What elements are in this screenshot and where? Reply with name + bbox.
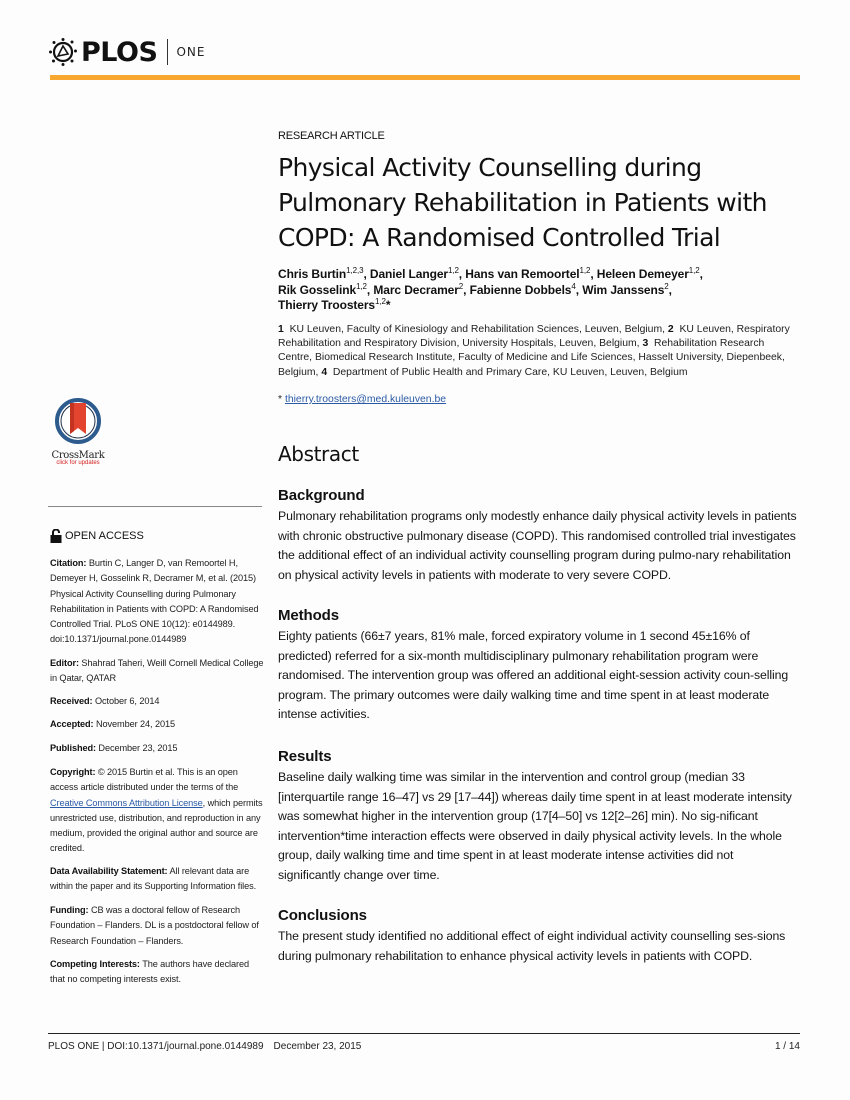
author: Chris Burtin$^{1,2,3}$, xyxy=(278,266,370,281)
footer-citation: PLOS ONE | DOI:10.1371/journal.pone.0144989 December 23, 2015 xyxy=(48,1041,362,1052)
logo-separator xyxy=(167,39,168,65)
author: Thierry Troosters$^{1,2}$* xyxy=(278,297,391,312)
abstract-background xyxy=(278,487,798,585)
section-heading: Results xyxy=(278,748,332,765)
author: Heleen Demeyer$^{1,2}$, xyxy=(596,266,703,281)
author: Fabienne Dobbels$^4$, xyxy=(469,281,583,297)
author: Daniel Langer$^{1,2}$, xyxy=(369,266,466,281)
section-heading: Background xyxy=(278,487,365,504)
accepted-date: Accepted: November 24, 2015 xyxy=(50,719,175,729)
abstract-heading: Abstract xyxy=(278,442,359,466)
plos-globe-icon xyxy=(48,37,78,67)
article-type: RESEARCH ARTICLE xyxy=(278,130,385,142)
section-heading: Methods xyxy=(278,607,339,624)
open-lock-icon xyxy=(50,529,62,543)
section-text: Pulmonary rehabilitation programs only modestly enhance daily physical activity levels in patients with chronic obstructive pulmonary disease (COPD). This randomised controlled trial investigates the additional effect of an individual activity counselling program during pulmo-nary rehabilitation on physical activity levels in patients with moderate to very severe COPD. xyxy=(278,509,797,582)
footer-rule xyxy=(48,1033,800,1034)
section-text: The present study identified no additional effect of eight individual activity counselling ses-sions during pulmonary rehabilitation to enhance physical activity levels in patients with COPD. xyxy=(278,929,786,963)
affiliations: 1 KU Leuven, Faculty of Kinesiology and Rehabilitation Sciences, Leuven, Belgium, 2 KU Leuven, Respiratory Rehabilitation and Respiratory Division, University Hospitals, Leuven, Belgium, 3 Rehabilitation Research Centre, Biomedical Research Institute, Faculty of Medicine and Life Sciences, Hasselt University, Diepenbeek, Belgium, 4 Department of Public Health and Primary Care, KU Leuven, Leuven, Belgium xyxy=(278,324,790,378)
crossmark-label: CrossMark xyxy=(51,450,105,461)
abstract-methods xyxy=(278,607,798,725)
plos-one-logo xyxy=(48,36,205,68)
journal-name: ONE xyxy=(176,45,206,59)
section-heading: Conclusions xyxy=(278,907,367,924)
published-date: Published: December 23, 2015 xyxy=(50,743,178,753)
data-availability: Data Availability Statement: All relevant data are within the paper and its Supporting Information files. xyxy=(50,866,257,892)
open-access-badge: OPEN ACCESS xyxy=(50,529,144,543)
competing-interests: Competing Interests: The authors have declared that no competing interests exist. xyxy=(50,959,249,985)
crossmark-button[interactable] xyxy=(48,398,108,466)
abstract-conclusions xyxy=(278,907,798,966)
editor: Editor: Shahrad Taheri, Weill Cornell Medical College in Qatar, QATAR xyxy=(50,658,264,684)
license-link[interactable]: Creative Commons Attribution License xyxy=(50,797,203,808)
received-date: Received: October 6, 2014 xyxy=(50,696,160,706)
crossmark-sublabel: click for updates xyxy=(56,460,100,466)
corresponding-author: * thierry.troosters@med.kuleuven.be xyxy=(278,394,447,405)
citation: Citation: Burtin C, Langer D, van Remoortel H, Demeyer H, Gosselink R, Decramer M, et al. (2015) Physical Activity Counselling during Pulmonary Rehabilitation in Patients with COPD: A Randomised Controlled Trial. PLoS ONE 10(12): e0144989. doi:10.1371/journal.pone.0144989 xyxy=(50,558,259,645)
author: Hans van Remoortel$^{1,2}$, xyxy=(465,266,597,281)
funding: Funding: CB was a doctoral fellow of Research Foundation – Flanders. DL is a postdoctoral fellow of Research Foundation – Flanders. xyxy=(50,905,259,946)
article-title: Physical Activity Counselling during Pulmonary Rehabilitation in Patients with COPD: A Randomised Controlled Trial xyxy=(278,153,767,252)
section-text: Eighty patients (66±7 years, 81% male, forced expiratory volume in 1 second 45±16% of predicted) referred for a six-month multidisciplinary pulmonary rehabilitation program were randomised. The intervention group was offered an additional eight-session activity coun-selling program. The primary outcomes were daily walking time and time spent in at least moderate intense activities. xyxy=(278,629,789,721)
logo-wordmark: PLOS xyxy=(81,36,158,68)
author: Marc Decramer$^2$, xyxy=(373,281,470,297)
section-text: Baseline daily walking time was similar in the intervention and control group (median 33 [interquartile range 16–47] vs 29 [17–44]) whereas daily time spent in at least moderate intensity was somewhat higher in the intervention group (17[4–50] vs 12[2–26] min). No sig-nificant intervention*time interaction effects were observed in daily physical activity levels. In the whole group, daily walking time and time spent in at least moderate intense activities did not significantly change over time. xyxy=(278,770,792,882)
author: Rik Gosselink$^{1,2}$, xyxy=(278,281,374,297)
author-list xyxy=(278,267,798,314)
author: Wim Janssens$^2$, xyxy=(582,281,672,297)
abstract-results xyxy=(278,748,798,885)
header-accent-bar xyxy=(50,75,800,80)
crossmark-icon xyxy=(54,398,102,444)
corresponding-email-link[interactable]: thierry.troosters@med.kuleuven.be xyxy=(284,394,447,405)
page-number: 1 / 14 xyxy=(774,1041,800,1052)
sidebar-divider xyxy=(48,506,262,507)
copyright: Copyright: © 2015 Burtin et al. This is an open access article distributed under the terms of the Creative Commons Attribution License, which permits unrestricted use, distribution, and reproduction in any medium, provided the original author and source are credited. xyxy=(50,767,263,854)
